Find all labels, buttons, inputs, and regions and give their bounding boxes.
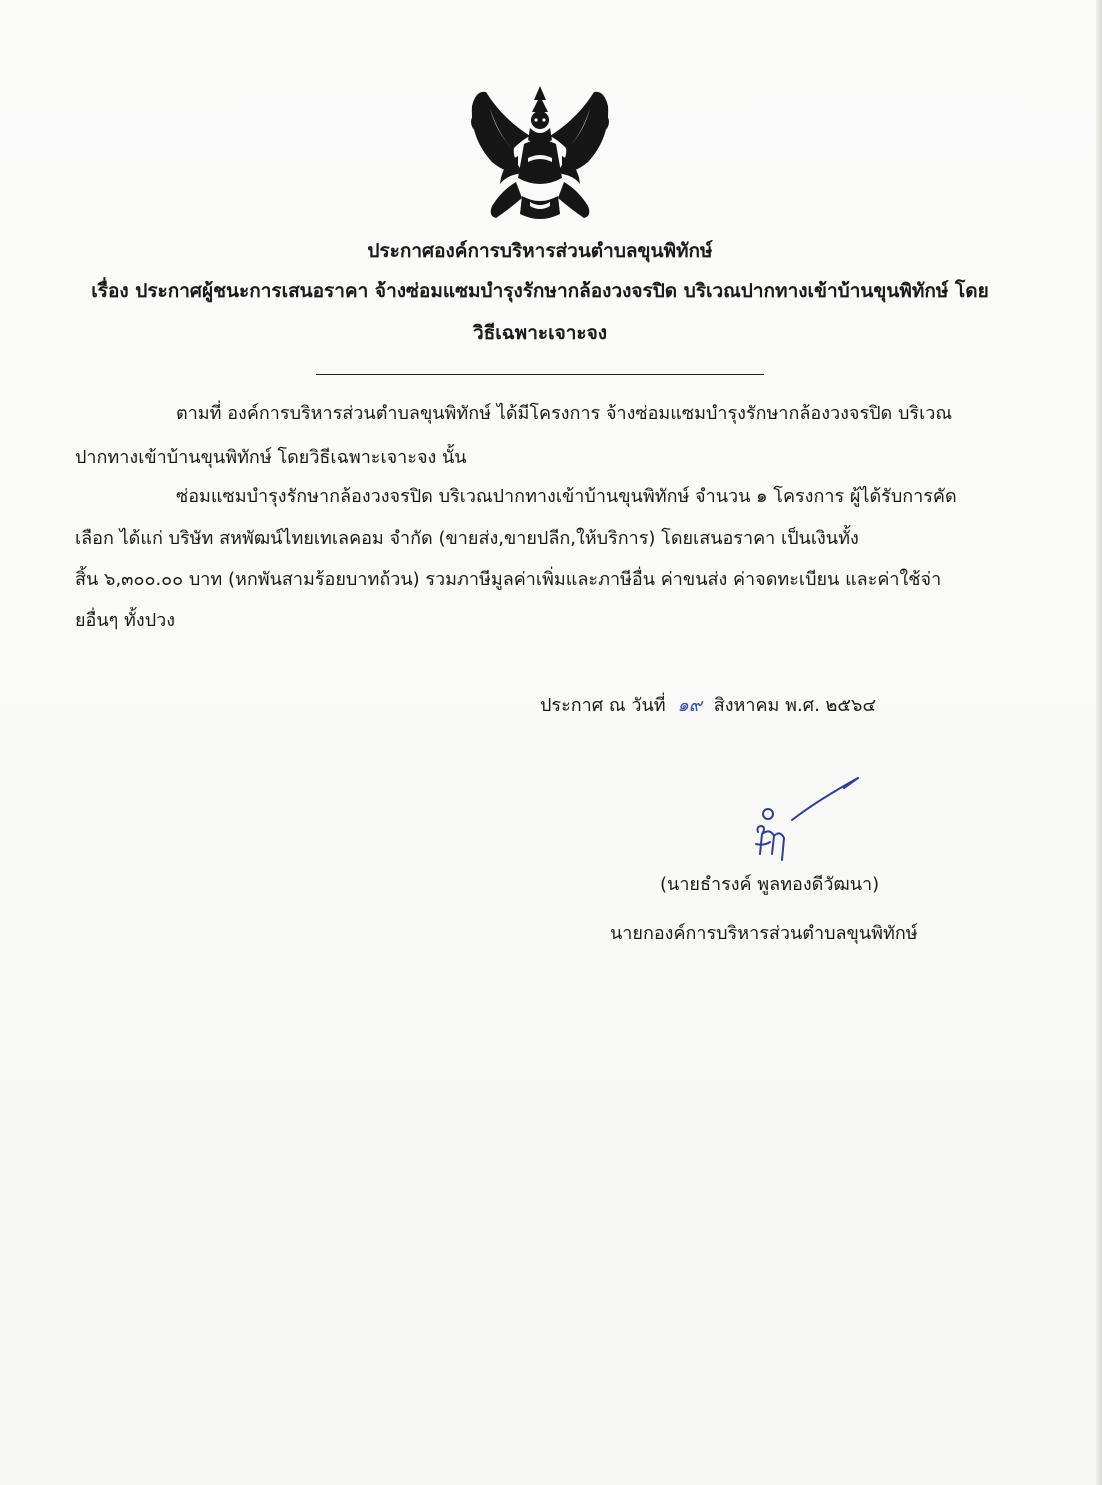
date-prefix: ประกาศ ณ วันที่ bbox=[540, 695, 666, 716]
date-day-handwritten: ๑๙ bbox=[677, 695, 702, 716]
announcement-title: ประกาศองค์การบริหารส่วนตำบลขุนพิทักษ์ bbox=[367, 240, 713, 262]
page-edge-shadow bbox=[1096, 0, 1102, 1485]
signer-title: นายกองค์การบริหารส่วนตำบลขุนพิทักษ์ bbox=[610, 923, 918, 944]
body-line: สิ้น ๖,๓๐๐.๐๐ บาท (หกพันสามร้อยบาทถ้วน) รวมภาษีมูลค่าเพิ่มและภาษีอื่น ค่าขนส่ง ค่าจดทะเบียน และค่าใช้จ่า bbox=[75, 569, 942, 590]
body-line: เลือก ได้แก่ บริษัท สหพัฒน์ไทยเทเลคอม จำกัด (ขายส่ง,ขายปลีก,ให้บริการ) โดยเสนอราคา เป็นเงินทั้ง bbox=[75, 528, 859, 549]
signer-name: (นายธำรงค์ พูลทองดีวัฒนา) bbox=[660, 874, 880, 895]
announcement-subject: เรื่อง ประกาศผู้ชนะการเสนอราคา จ้างซ่อมแซมบำรุงรักษากล้องวงจรปิด บริเวณปากทางเข้าบ้านขุนพิทักษ์ โดย bbox=[91, 280, 989, 302]
date-month-year: สิงหาคม พ.ศ. ๒๕๖๔ bbox=[713, 695, 877, 716]
body-line: ยอื่นๆ ทั้งปวง bbox=[75, 610, 176, 631]
body-line: ซ่อมแซมบำรุงรักษากล้องวงจรปิด บริเวณปากทางเข้าบ้านขุนพิทักษ์ จำนวน ๑ โครงการ ผู้ได้รับการคัด bbox=[176, 486, 957, 507]
announcement-subject-continued: วิธีเฉพาะเจาะจง bbox=[472, 322, 607, 344]
signature-mark bbox=[740, 770, 870, 885]
announcement-date bbox=[540, 693, 876, 719]
body-line: ตามที่ องค์การบริหารส่วนตำบลขุนพิทักษ์ ได้มีโครงการ จ้างซ่อมแซมบำรุงรักษากล้องวงจรปิด บริเวณ bbox=[176, 403, 953, 424]
body-line: ปากทางเข้าบ้านขุนพิทักษ์ โดยวิธีเฉพาะเจาะจง นั้น bbox=[75, 447, 467, 468]
garuda-emblem-icon bbox=[462, 78, 618, 228]
title-divider bbox=[316, 374, 764, 375]
